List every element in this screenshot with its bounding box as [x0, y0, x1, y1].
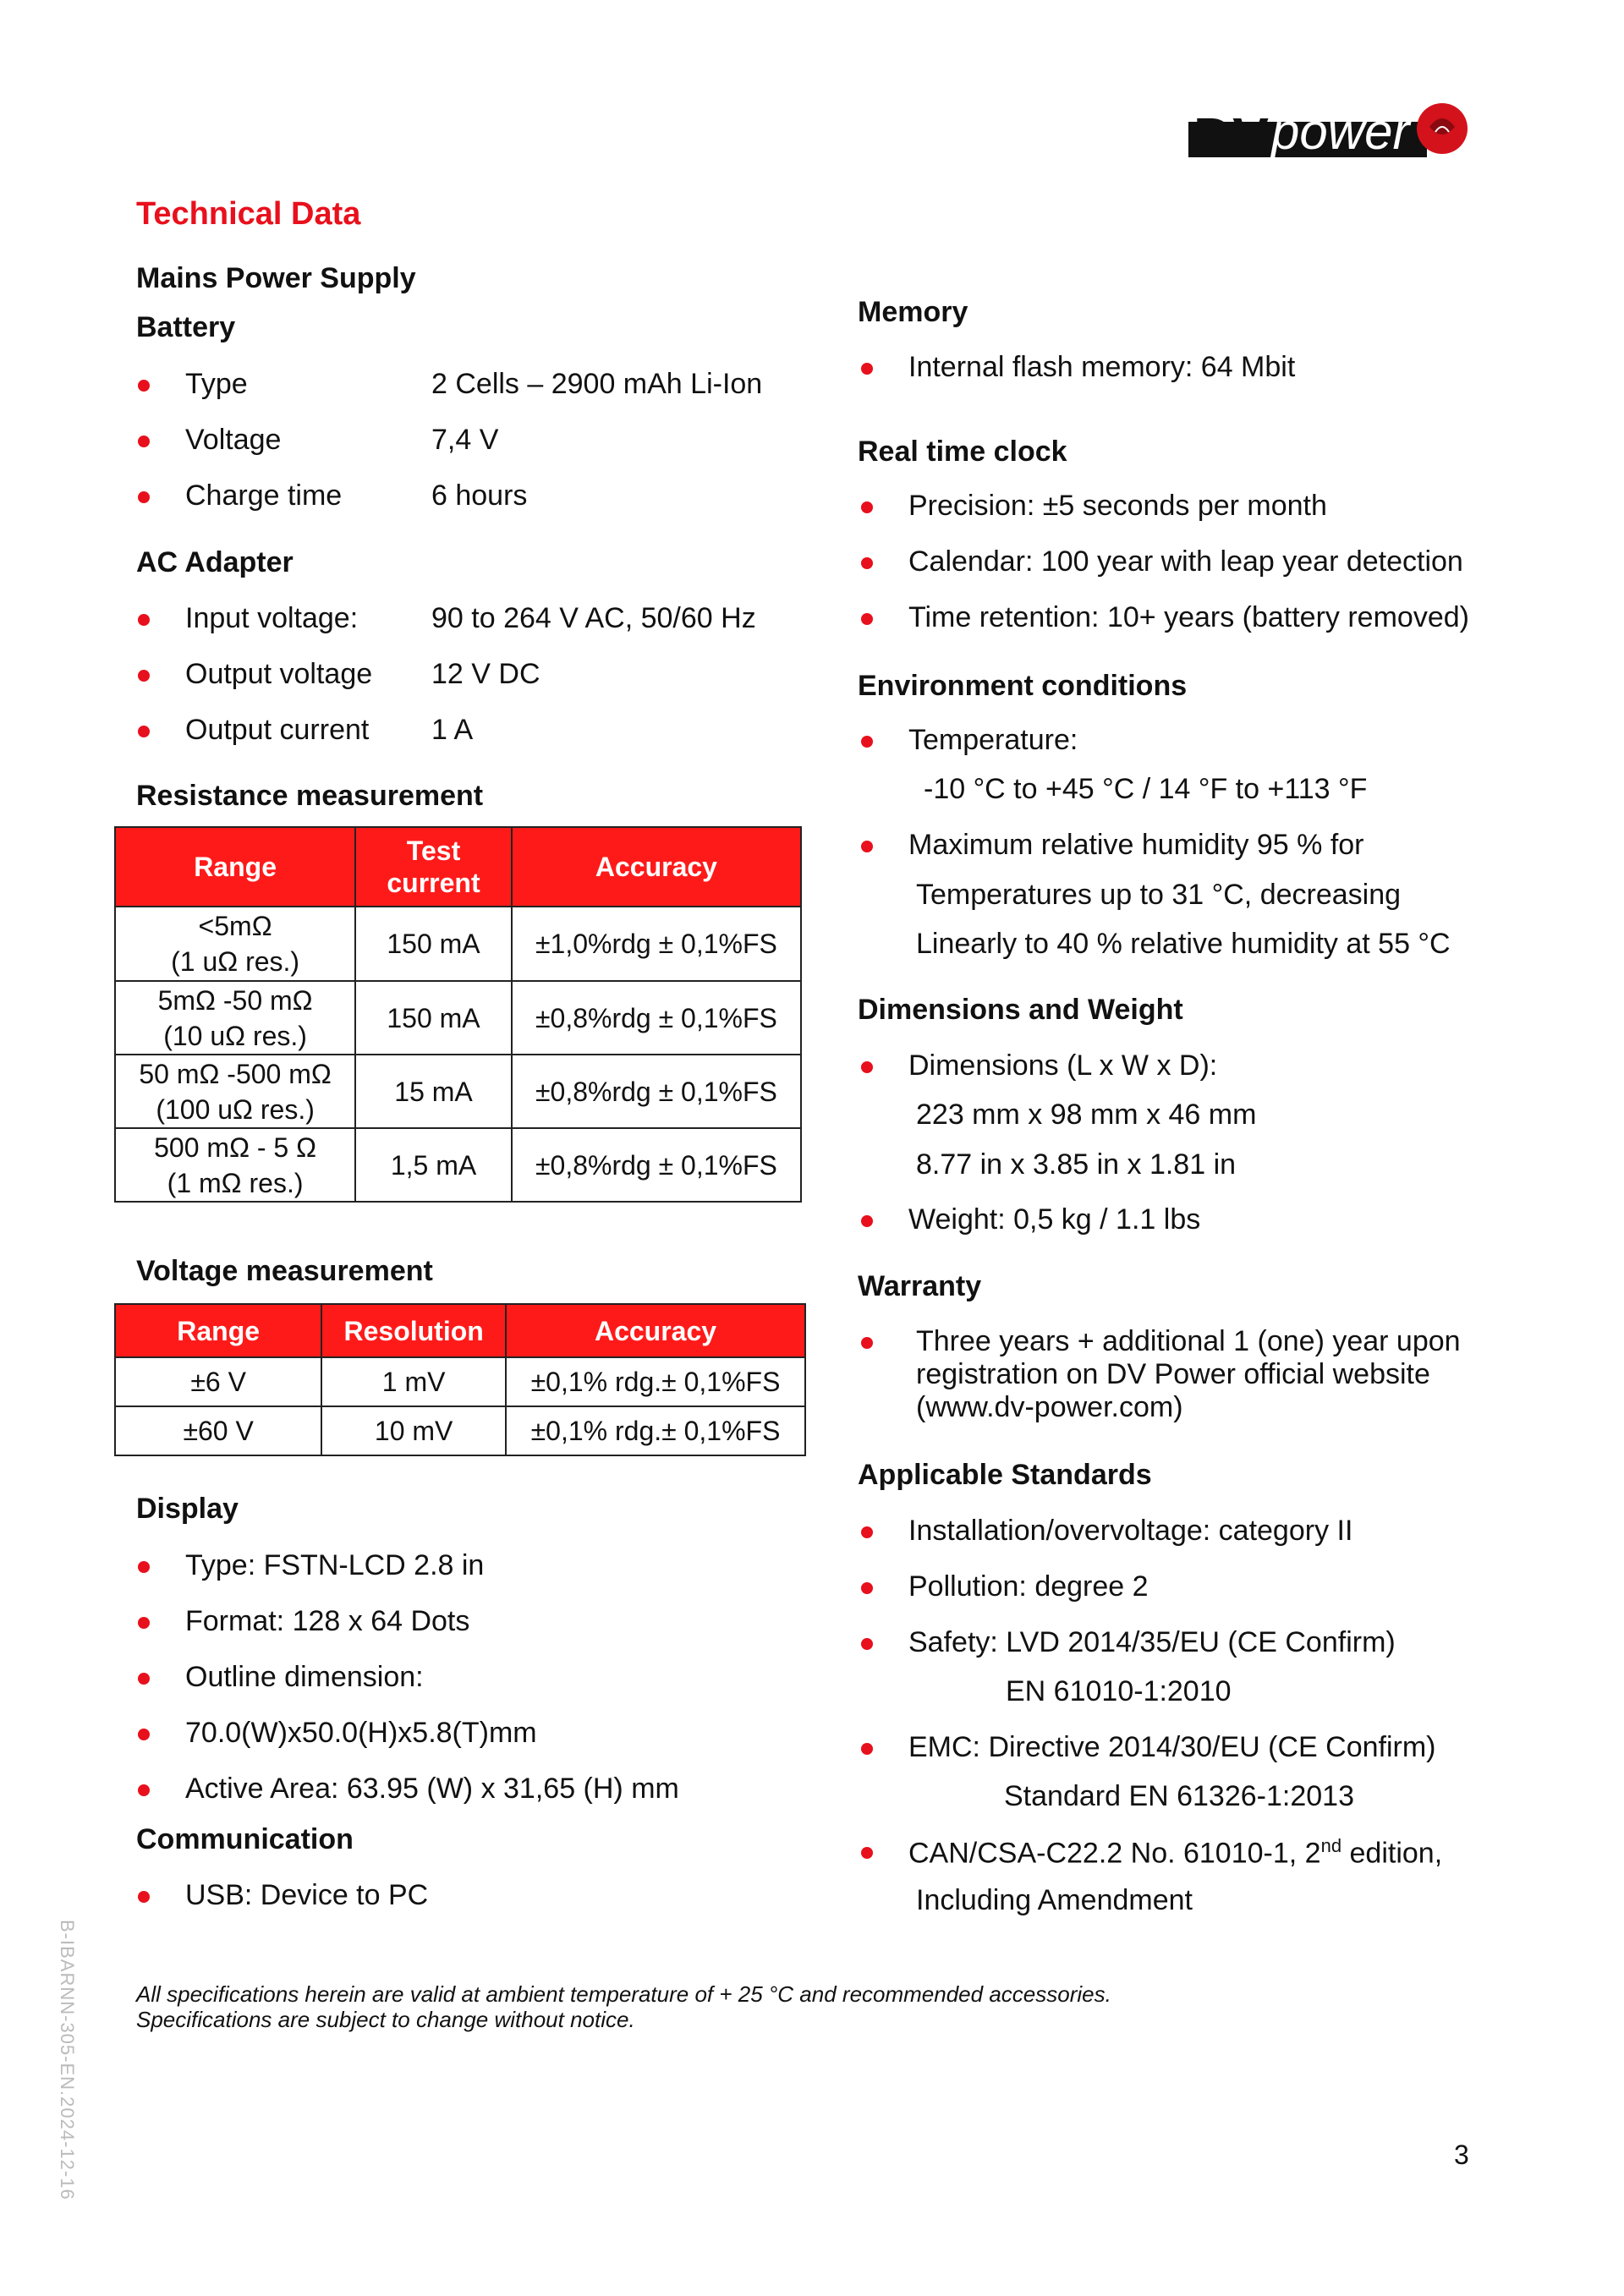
display-outline-label: Outline dimension: [185, 1661, 424, 1693]
adapter-output-voltage-label: Output voltage [185, 658, 373, 690]
bullet-icon [138, 1617, 150, 1629]
range-cell: 500 mΩ - 5 Ω (1 mΩ res.) [115, 1128, 355, 1202]
footer-note-1: All specifications herein are valid at ambient temperature of + 25 °C and recommended accessories. [136, 1981, 1111, 2007]
clock-retention: Time retention: 10+ years (battery removed) [908, 601, 1469, 633]
current-cell: 1,5 mA [355, 1128, 512, 1202]
bullet-icon [861, 501, 873, 513]
env-humidity-1: Maximum relative humidity 95 % for [908, 829, 1364, 861]
resolution-cell: 1 mV [321, 1357, 506, 1406]
std-can-csa-line-2: Including Amendment [916, 1884, 1193, 1916]
mains-heading: Mains Power Supply [136, 262, 416, 294]
display-heading: Display [136, 1493, 239, 1525]
clock-heading: Real time clock [858, 436, 1067, 468]
memory-flash: Internal flash memory: 64 Mbit [908, 351, 1296, 383]
adapter-output-current-label: Output current [185, 714, 370, 746]
dv-power-logo [1188, 93, 1476, 169]
bullet-icon [861, 1847, 873, 1859]
battery-charge-label: Charge time [185, 479, 343, 512]
bullet-icon [138, 380, 150, 392]
accuracy-cell: ±1,0%rdg ± 0,1%FS [512, 907, 801, 981]
weight: Weight: 0,5 kg / 1.1 lbs [908, 1203, 1201, 1236]
logo-power: power [1271, 103, 1410, 160]
table-row [115, 1406, 805, 1455]
bullet-icon [861, 557, 873, 569]
env-humidity-3: Linearly to 40 % relative humidity at 55 °C [916, 928, 1451, 960]
range-cell: ±6 V [115, 1357, 321, 1406]
resistance-table [114, 826, 802, 1203]
voltage-table [114, 1303, 806, 1456]
resistance-heading: Resistance measurement [136, 780, 484, 812]
ac-adapter-heading: AC Adapter [136, 546, 294, 578]
environment-heading: Environment conditions [858, 670, 1188, 702]
footer-note-2: Specifications are subject to change without notice. [136, 2007, 635, 2032]
bullet-icon [138, 1729, 150, 1740]
adapter-output-voltage-value: 12 V DC [431, 658, 540, 690]
bullet-icon [138, 1891, 150, 1903]
bullet-icon [861, 363, 873, 375]
bullet-icon [861, 1215, 873, 1227]
accuracy-cell: ±0,8%rdg ± 0,1%FS [512, 981, 801, 1055]
std-emc-standard: Standard EN 61326-1:2013 [1004, 1780, 1354, 1812]
battery-heading: Battery [136, 311, 236, 343]
std-pollution: Pollution: degree 2 [908, 1570, 1149, 1603]
range-cell: ±60 V [115, 1406, 321, 1455]
battery-type-label: Type [185, 368, 248, 400]
dimensions-heading: Dimensions and Weight [858, 994, 1183, 1026]
display-type: Type: FSTN-LCD 2.8 in [185, 1549, 485, 1581]
bullet-icon [138, 614, 150, 626]
bullet-icon [138, 670, 150, 682]
env-temperature-range: -10 °C to +45 °C / 14 °F to +113 °F [924, 773, 1368, 805]
std-can-csa: CAN/CSA-C22.2 No. 61010-1, 2nd edition, [908, 1835, 1443, 1870]
battery-charge-value: 6 hours [431, 479, 528, 512]
env-humidity-2: Temperatures up to 31 °C, decreasing [916, 879, 1402, 911]
warranty-heading: Warranty [858, 1270, 982, 1302]
adapter-input-label: Input voltage: [185, 602, 359, 634]
accuracy-cell: ±0,1% rdg.± 0,1%FS [506, 1357, 805, 1406]
bullet-icon [861, 1638, 873, 1650]
table-row [115, 1055, 801, 1128]
col-test-current: Test current [355, 827, 512, 907]
std-safety: Safety: LVD 2014/35/EU (CE Confirm) [908, 1626, 1396, 1658]
bullet-icon [138, 436, 150, 447]
table-row [115, 1357, 805, 1406]
bullet-icon [861, 1061, 873, 1073]
col-accuracy: Accuracy [506, 1304, 805, 1357]
accuracy-cell: ±0,8%rdg ± 0,1%FS [512, 1128, 801, 1202]
bullet-icon [138, 726, 150, 737]
memory-heading: Memory [858, 296, 968, 328]
current-cell: 15 mA [355, 1055, 512, 1128]
adapter-input-value: 90 to 264 V AC, 50/60 Hz [431, 602, 756, 634]
bullet-icon [861, 1582, 873, 1594]
document-code: B-IBARNN-305-EN.2024-12-16 [57, 1920, 78, 2200]
display-active-area: Active Area: 63.95 (W) x 31,65 (H) mm [185, 1773, 679, 1805]
communication-heading: Communication [136, 1823, 354, 1855]
table-row [115, 1128, 801, 1202]
range-cell: 50 mΩ -500 mΩ (100 uΩ res.) [115, 1055, 355, 1128]
dims-mm: 223 mm x 98 mm x 46 mm [916, 1099, 1257, 1131]
std-safety-standard: EN 61010-1:2010 [1006, 1675, 1232, 1707]
standards-heading: Applicable Standards [858, 1459, 1152, 1491]
display-format: Format: 128 x 64 Dots [185, 1605, 470, 1637]
accuracy-cell: ±0,8%rdg ± 0,1%FS [512, 1055, 801, 1128]
accuracy-cell: ±0,1% rdg.± 0,1%FS [506, 1406, 805, 1455]
warranty-line-3: (www.dv-power.com) [916, 1391, 1183, 1423]
bullet-icon [861, 736, 873, 748]
col-accuracy: Accuracy [512, 827, 801, 907]
bullet-icon [861, 1743, 873, 1755]
bullet-icon [138, 1561, 150, 1573]
bullet-icon [861, 1526, 873, 1538]
adapter-output-current-value: 1 A [431, 714, 474, 746]
voltage-heading: Voltage measurement [136, 1255, 433, 1287]
current-cell: 150 mA [355, 907, 512, 981]
bullet-icon [138, 1673, 150, 1685]
resolution-cell: 10 mV [321, 1406, 506, 1455]
std-installation: Installation/overvoltage: category II [908, 1515, 1353, 1547]
warranty-line-1: Three years + additional 1 (one) year upon [916, 1325, 1461, 1357]
col-range: Range [115, 1304, 321, 1357]
bullet-icon [138, 491, 150, 503]
std-emc: EMC: Directive 2014/30/EU (CE Confirm) [908, 1731, 1436, 1763]
page-title: Technical Data [136, 196, 361, 232]
battery-voltage-label: Voltage [185, 424, 282, 456]
battery-voltage-value: 7,4 V [431, 424, 499, 456]
bullet-icon [861, 613, 873, 625]
bullet-icon [861, 1337, 873, 1349]
battery-type-value: 2 Cells – 2900 mAh Li-Ion [431, 368, 763, 400]
table-row [115, 907, 801, 981]
dims-label: Dimensions (L x W x D): [908, 1049, 1218, 1082]
table-header-row [115, 1304, 805, 1357]
col-resolution: Resolution [321, 1304, 506, 1357]
bullet-icon [861, 841, 873, 852]
logo-dv: DV [1193, 107, 1269, 167]
clock-calendar: Calendar: 100 year with leap year detection [908, 545, 1463, 578]
col-range: Range [115, 827, 355, 907]
range-cell: 5mΩ -50 mΩ (10 uΩ res.) [115, 981, 355, 1055]
communication-usb: USB: Device to PC [185, 1879, 429, 1911]
range-cell: <5mΩ (1 uΩ res.) [115, 907, 355, 981]
display-outline-value: 70.0(W)x50.0(H)x5.8(T)mm [185, 1717, 537, 1749]
page-number: 3 [1454, 2140, 1469, 2170]
table-header-row [115, 827, 801, 907]
clock-precision: Precision: ±5 seconds per month [908, 490, 1327, 522]
current-cell: 150 mA [355, 981, 512, 1055]
bullet-icon [138, 1784, 150, 1796]
env-temperature-label: Temperature: [908, 724, 1078, 756]
table-row [115, 981, 801, 1055]
dims-in: 8.77 in x 3.85 in x 1.81 in [916, 1148, 1237, 1181]
warranty-line-2: registration on DV Power official website [916, 1358, 1430, 1390]
